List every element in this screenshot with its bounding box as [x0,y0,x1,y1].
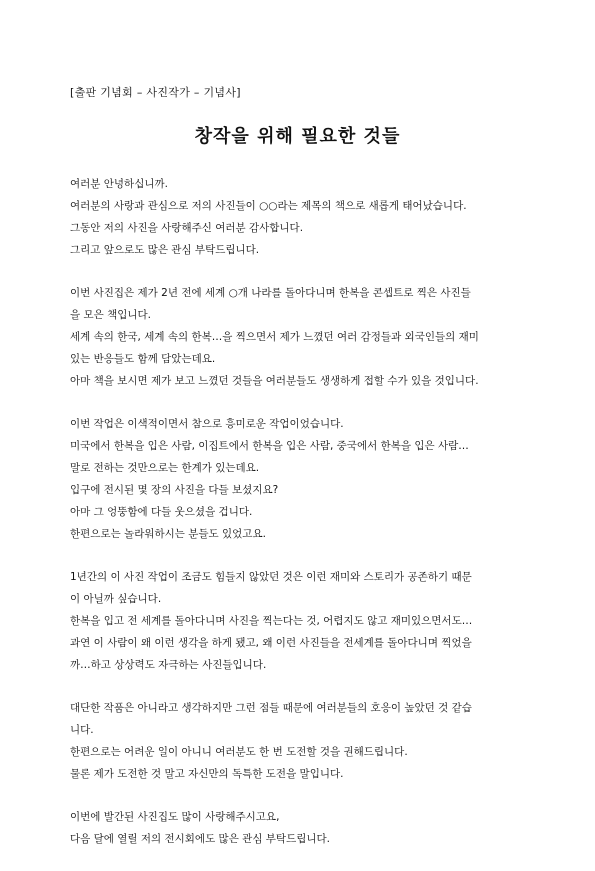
text-line: 한복을 입고 전 세계를 돌아다니며 사진을 찍는다는 것, 어렵지도 않고 재미있으면서도… [70,615,473,627]
text-line: 이번에 발간된 사진집도 많이 사랑해주시고요, [70,811,280,823]
text-line: 여러분의 사랑과 관심으로 저의 사진들이 ○○라는 제목의 책으로 새롭게 태어났습니다. [70,200,467,212]
text-line: 물론 제가 도전한 것 말고 자신만의 독특한 도전을 말입니다. [70,768,344,780]
text-line: 니다. [70,724,94,736]
document-body [70,173,540,871]
text-line: 을 모은 책입니다. [70,309,152,321]
text-line: 세계 속의 한국, 세계 속의 한복…을 찍으면서 제가 느꼈던 여러 감정들과 외국인들의 재미 [70,331,479,343]
paragraph-greeting [70,173,540,261]
text-line: 이번 사진집은 제가 2년 전에 세계 ○개 나라를 돌아다니며 한복을 콘셉트로 찍은 사진들 [70,287,471,299]
text-line: 그동안 저의 사진을 사랑해주신 여러분 감사합니다. [70,222,304,234]
text-line: 다음 달에 열릴 저의 전시회에도 많은 관심 부탁드립니다. [70,833,330,845]
text-line: 미국에서 한복을 입은 사람, 이집트에서 한복을 입은 사람, 중국에서 한복을 입은 사람… [70,440,469,452]
text-line: 이번 작업은 이색적이면서 참으로 흥미로운 작업이었습니다. [70,418,344,430]
text-line: 그리고 앞으로도 많은 관심 부탁드립니다. [70,244,260,256]
text-line: 과연 이 사람이 왜 이런 생각을 하게 됐고, 왜 이런 사진들을 전세계를 돌아다니며 찍었을 [70,637,472,649]
text-line: 한편으로는 놀라워하시는 분들도 있었고요. [70,528,266,540]
text-line: 까…하고 상상력도 자극하는 사진들입니다. [70,659,267,671]
text-line: 아마 그 엉뚱함에 다들 웃으셨을 겁니다. [70,506,253,518]
text-line: 한편으로는 어려운 일이 아니니 여러분도 한 번 도전할 것을 권해드립니다. [70,746,408,758]
paragraph-photobook-intro [70,282,540,392]
header-tag: [출판 기념회 – 사진작가 – 기념사] [70,86,241,99]
text-line: 대단한 작품은 아니라고 생각하지만 그런 점들 때문에 여러분들의 호응이 높았던 것 같습 [70,702,472,714]
text-line: 있는 반응들도 함께 담았는데요. [70,353,216,365]
text-line: 말로 전하는 것만으로는 한계가 있는데요. [70,462,260,474]
paragraph-closing [70,806,540,850]
paragraph-work-experience [70,413,540,545]
text-line: 입구에 전시된 몇 장의 사진을 다들 보셨지요? [70,484,279,496]
text-line: 이 아닐까 싶습니다. [70,593,162,605]
text-line: 아마 책을 보시면 제가 보고 느꼈던 것들을 여러분들도 생생하게 접할 수가 있을 것입니다. [70,375,479,387]
text-line: 여러분 안녕하십니까. [70,178,168,190]
paragraph-fun-and-story [70,566,540,676]
document-title: 창작을 위해 필요한 것들 [194,126,401,147]
paragraph-encouragement [70,697,540,785]
text-line: 1년간의 이 사진 작업이 조금도 힘들지 않았던 것은 이런 재미와 스토리가 공존하기 때문 [70,571,472,583]
